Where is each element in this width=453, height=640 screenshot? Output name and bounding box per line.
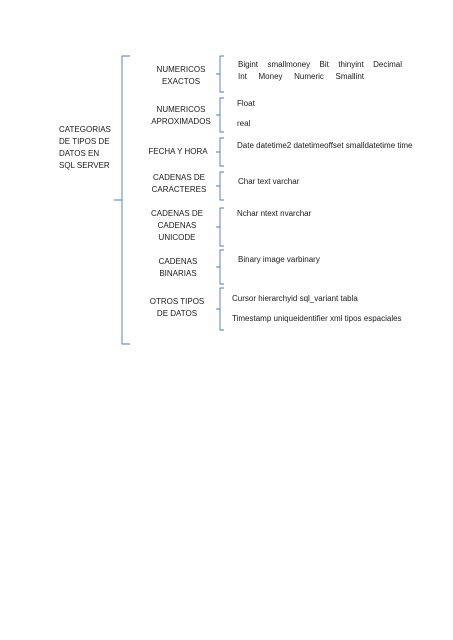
category-line: FECHA Y HORA (148, 147, 208, 156)
type-item: Bit (319, 60, 329, 69)
type-item: Int (238, 72, 247, 81)
type-item: Decimal (373, 60, 402, 69)
category-line: CARACTERES (151, 185, 207, 194)
type-item: Timestamp uniqueidentifier xml tipos espaciales (232, 314, 402, 323)
category-line: NUMERICOS (156, 65, 206, 74)
category-line: CADENAS DE (150, 209, 203, 218)
bracket-numericos-aproximados (216, 98, 224, 132)
category-line: CADENAS (157, 221, 197, 230)
type-item: thinyint (338, 60, 364, 69)
category-label (146, 256, 210, 280)
category-line: DE DATOS (156, 309, 198, 318)
bracket-otros-tipos (216, 288, 224, 330)
root-line: CATEGORIAS (59, 125, 111, 134)
category-label (144, 208, 210, 244)
type-item: Bigint (238, 60, 259, 69)
type-item: Nchar ntext nvarchar (237, 209, 312, 218)
type-item: Float (237, 99, 255, 108)
root-line: DATOS EN (59, 149, 100, 158)
type-row (238, 71, 364, 83)
type-item: Binary image varbinary (238, 255, 320, 264)
category-label (148, 64, 214, 88)
category-label (146, 104, 216, 128)
type-item: Cursor hierarchyid sql_variant tabla (232, 294, 358, 303)
type-item: smallmoney (267, 60, 311, 69)
category-label (146, 172, 212, 196)
category-line: BINARIAS (159, 269, 197, 278)
category-line: NUMERICOS (156, 105, 206, 114)
category-line: OTROS TIPOS (149, 297, 205, 306)
type-row (238, 59, 402, 71)
type-item: Money (258, 72, 283, 81)
type-list (238, 71, 364, 83)
type-item: Char text varchar (238, 177, 300, 186)
type-item: real (237, 119, 251, 128)
type-item: Numeric (294, 72, 324, 81)
bracket-cadenas-caracteres (216, 172, 224, 200)
type-item: Date datetime2 datetimeoffset smalldatetime time (237, 141, 413, 150)
category-line: APROXIMADOS (151, 117, 211, 126)
category-label (140, 146, 216, 158)
category-label (144, 296, 210, 320)
type-list (238, 59, 402, 71)
bracket-cadenas-binarias (216, 250, 224, 284)
bracket-cadenas-unicode (216, 208, 224, 246)
category-line: UNICODE (158, 233, 196, 242)
category-line: EXACTOS (161, 77, 201, 86)
category-line: CADENAS DE (152, 173, 205, 182)
type-item: Smallint (335, 72, 364, 81)
root-line: DE TIPOS DE (59, 137, 110, 146)
root-label (59, 124, 111, 172)
bracket-fecha-hora (216, 138, 224, 166)
main-bracket (114, 56, 130, 344)
bracket-numericos-exactos (216, 56, 224, 92)
category-line: CADENAS (158, 257, 198, 266)
root-line: SQL SERVER (59, 161, 110, 170)
